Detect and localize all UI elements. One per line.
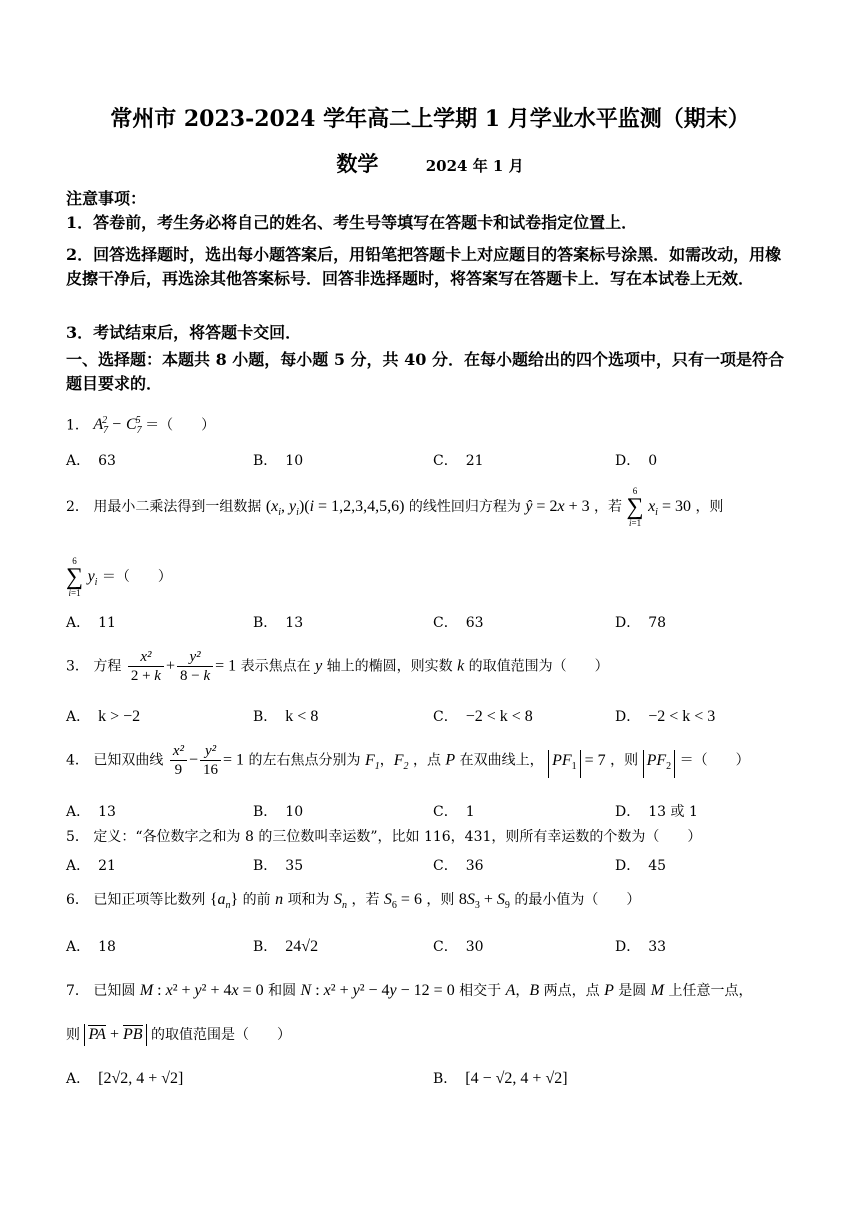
question-4: 4． 已知双曲线 $\frac{\text{x²}}{9}$ − $\frac{\text{y²}}{16}$ = 1 的左右焦点分别为 $F_1$，$F_2$ ，点 P 在双曲线上， $PF_1 = 7$ ，则 $PF_2$ ＝（ ） bbox=[66, 743, 750, 778]
question-5: 5． 定义：“各位数字之和为 8 的三位数叫幸运数”，比如 116，431，则所有幸运数的个数为（ ） bbox=[66, 829, 702, 845]
question-number: 5． bbox=[66, 829, 89, 845]
option-b[interactable]: B． 13 bbox=[253, 615, 304, 631]
option-b[interactable]: B． 10 bbox=[253, 804, 304, 820]
question-7-continued: 则 PA + PB 的取值范围是（ ） bbox=[66, 1024, 796, 1046]
question-3: 3． 方程 $\frac{\text{x²}}{2 + k}$ + $\frac{\text{y²}}{8 - k}$ = 1 表示焦点在 y 轴上的椭圆，则实数 k 的取值范围为（ ） bbox=[66, 649, 609, 684]
math-expression: ($x_i$, $y_i)(i = 1,2,3,4,5,6)$ bbox=[265, 498, 405, 519]
option-c[interactable]: C． −2 < k < 8 bbox=[433, 708, 533, 725]
option-c[interactable]: C． 21 bbox=[433, 453, 484, 469]
question-7-options bbox=[66, 1068, 796, 1090]
notice-item-1: 1．答卷前，考生务必将自己的姓名、考生号等填写在答题卡和试卷指定位置上． bbox=[66, 213, 638, 232]
question-6: 6． 已知正项等比数列 $\{a_n\}$ 的前 n 项和为 $S_n$ ，若 $S_6 = 6$ ，则 $8S_3 + S_9$ 的最小值为（ ） bbox=[66, 891, 641, 912]
math-expression: $A_7^2 - C_7^5$ bbox=[93, 415, 142, 437]
option-a[interactable]: A． 63 bbox=[66, 453, 116, 469]
question-1: 1． $A_7^2 - C_7^5$ ＝（ ） bbox=[66, 415, 216, 437]
option-c[interactable]: C． 30 bbox=[433, 939, 484, 955]
option-d[interactable]: D． 78 bbox=[615, 615, 667, 631]
question-number: 1． bbox=[66, 417, 89, 434]
question-number: 2． bbox=[66, 499, 89, 515]
option-d[interactable]: D． 45 bbox=[615, 858, 667, 874]
option-a[interactable]: A． 11 bbox=[66, 615, 116, 631]
math-expression: $x_i = 30$ bbox=[648, 498, 691, 519]
exam-subtitle bbox=[0, 148, 860, 178]
option-c[interactable]: C． 36 bbox=[433, 858, 484, 874]
question-number: 3． bbox=[66, 658, 89, 675]
option-c[interactable]: C． 1 bbox=[433, 804, 475, 820]
option-d[interactable]: D． 13 或 1 bbox=[615, 804, 698, 820]
fraction: $\frac{\text{y²}}{16}$ bbox=[200, 742, 221, 779]
fraction: $\frac{\text{x²}}{2 + k}$ bbox=[128, 648, 164, 685]
option-a[interactable]: A． 18 bbox=[66, 939, 116, 955]
question-number: 6． bbox=[66, 892, 89, 908]
option-c[interactable]: C． 63 bbox=[433, 615, 484, 631]
option-a[interactable]: A． k > −2 bbox=[66, 708, 141, 725]
fraction: $\frac{\text{x²}}{9}$ bbox=[170, 742, 187, 779]
exam-date: 2024 年 1 月 bbox=[425, 157, 524, 175]
option-d[interactable]: D． 33 bbox=[615, 939, 667, 955]
option-b[interactable]: B． k < 8 bbox=[253, 708, 319, 725]
section-heading: 一、选择题：本题共 8 小题，每小题 5 分，共 40 分．在每小题给出的四个选项中，只有一项是符合题目要求的． bbox=[66, 350, 784, 393]
question-2: 2． 用最小二乘法得到一组数据 ($x_i$, $y_i)(i = 1,2,3,4,5,6)$ 的线性回归方程为 ŷ = 2x + 3 ，若 6 ∑ i=1 $x_i = 30$ ，则 bbox=[66, 486, 724, 528]
option-d[interactable]: D． −2 < k < 3 bbox=[615, 708, 716, 725]
question-1-options bbox=[66, 450, 796, 472]
question-2-options bbox=[66, 612, 796, 634]
question-5-options bbox=[66, 855, 796, 877]
option-a[interactable]: A． 21 bbox=[66, 858, 116, 874]
notice-item-2: 2．回答选择题时，选出每小题答案后，用铅笔把答题卡上对应题目的答案标号涂黑．如需改动，用橡皮擦干净后，再选涂其他答案标号．回答非选择题时，将答案写在答题卡上．写在本试卷上无效． bbox=[66, 245, 782, 288]
subject-label: 数学 bbox=[336, 151, 379, 176]
question-number: 4． bbox=[66, 752, 89, 769]
question-4-options bbox=[66, 801, 796, 823]
notice-heading: 注意事项： bbox=[66, 189, 147, 208]
option-b[interactable]: B． 24√2 bbox=[253, 938, 319, 955]
question-6-options bbox=[66, 936, 796, 958]
question-2-continued: 6 ∑ i=1 $y_i$ ＝（ ） bbox=[66, 556, 172, 598]
question-number: 7． bbox=[66, 983, 89, 999]
exam-title: 常州市 2023-2024 学年高二上学期 1 月学业水平监测（期末） bbox=[110, 106, 750, 132]
option-a[interactable]: A． 13 bbox=[66, 804, 116, 820]
option-b[interactable]: B． 10 bbox=[253, 453, 304, 469]
sum-symbol: 6 ∑ i=1 bbox=[66, 556, 84, 598]
notice-item-3: 3．考试结束后，将答题卡交回． bbox=[66, 323, 302, 342]
option-d[interactable]: D． 0 bbox=[615, 453, 658, 469]
option-b[interactable]: B． [4 − √2, 4 + √2] bbox=[433, 1070, 568, 1087]
fraction: $\frac{\text{y²}}{8 - k}$ bbox=[177, 648, 213, 685]
question-3-options bbox=[66, 706, 796, 728]
option-b[interactable]: B． 35 bbox=[253, 858, 304, 874]
option-a[interactable]: A． [2√2, 4 + √2] bbox=[66, 1070, 184, 1087]
question-7: 7． 已知圆 M : x² + y² + 4x = 0 和圆 N : x² + y² − 4y − 12 = 0 相交于 A，B 两点，点 P 是圆 M 上任意一点， bbox=[66, 982, 753, 999]
math-expression: $y_i$ bbox=[87, 568, 98, 589]
sum-symbol: 6 ∑ i=1 bbox=[626, 486, 644, 528]
math-expression: ŷ = 2x + 3 bbox=[525, 498, 590, 515]
